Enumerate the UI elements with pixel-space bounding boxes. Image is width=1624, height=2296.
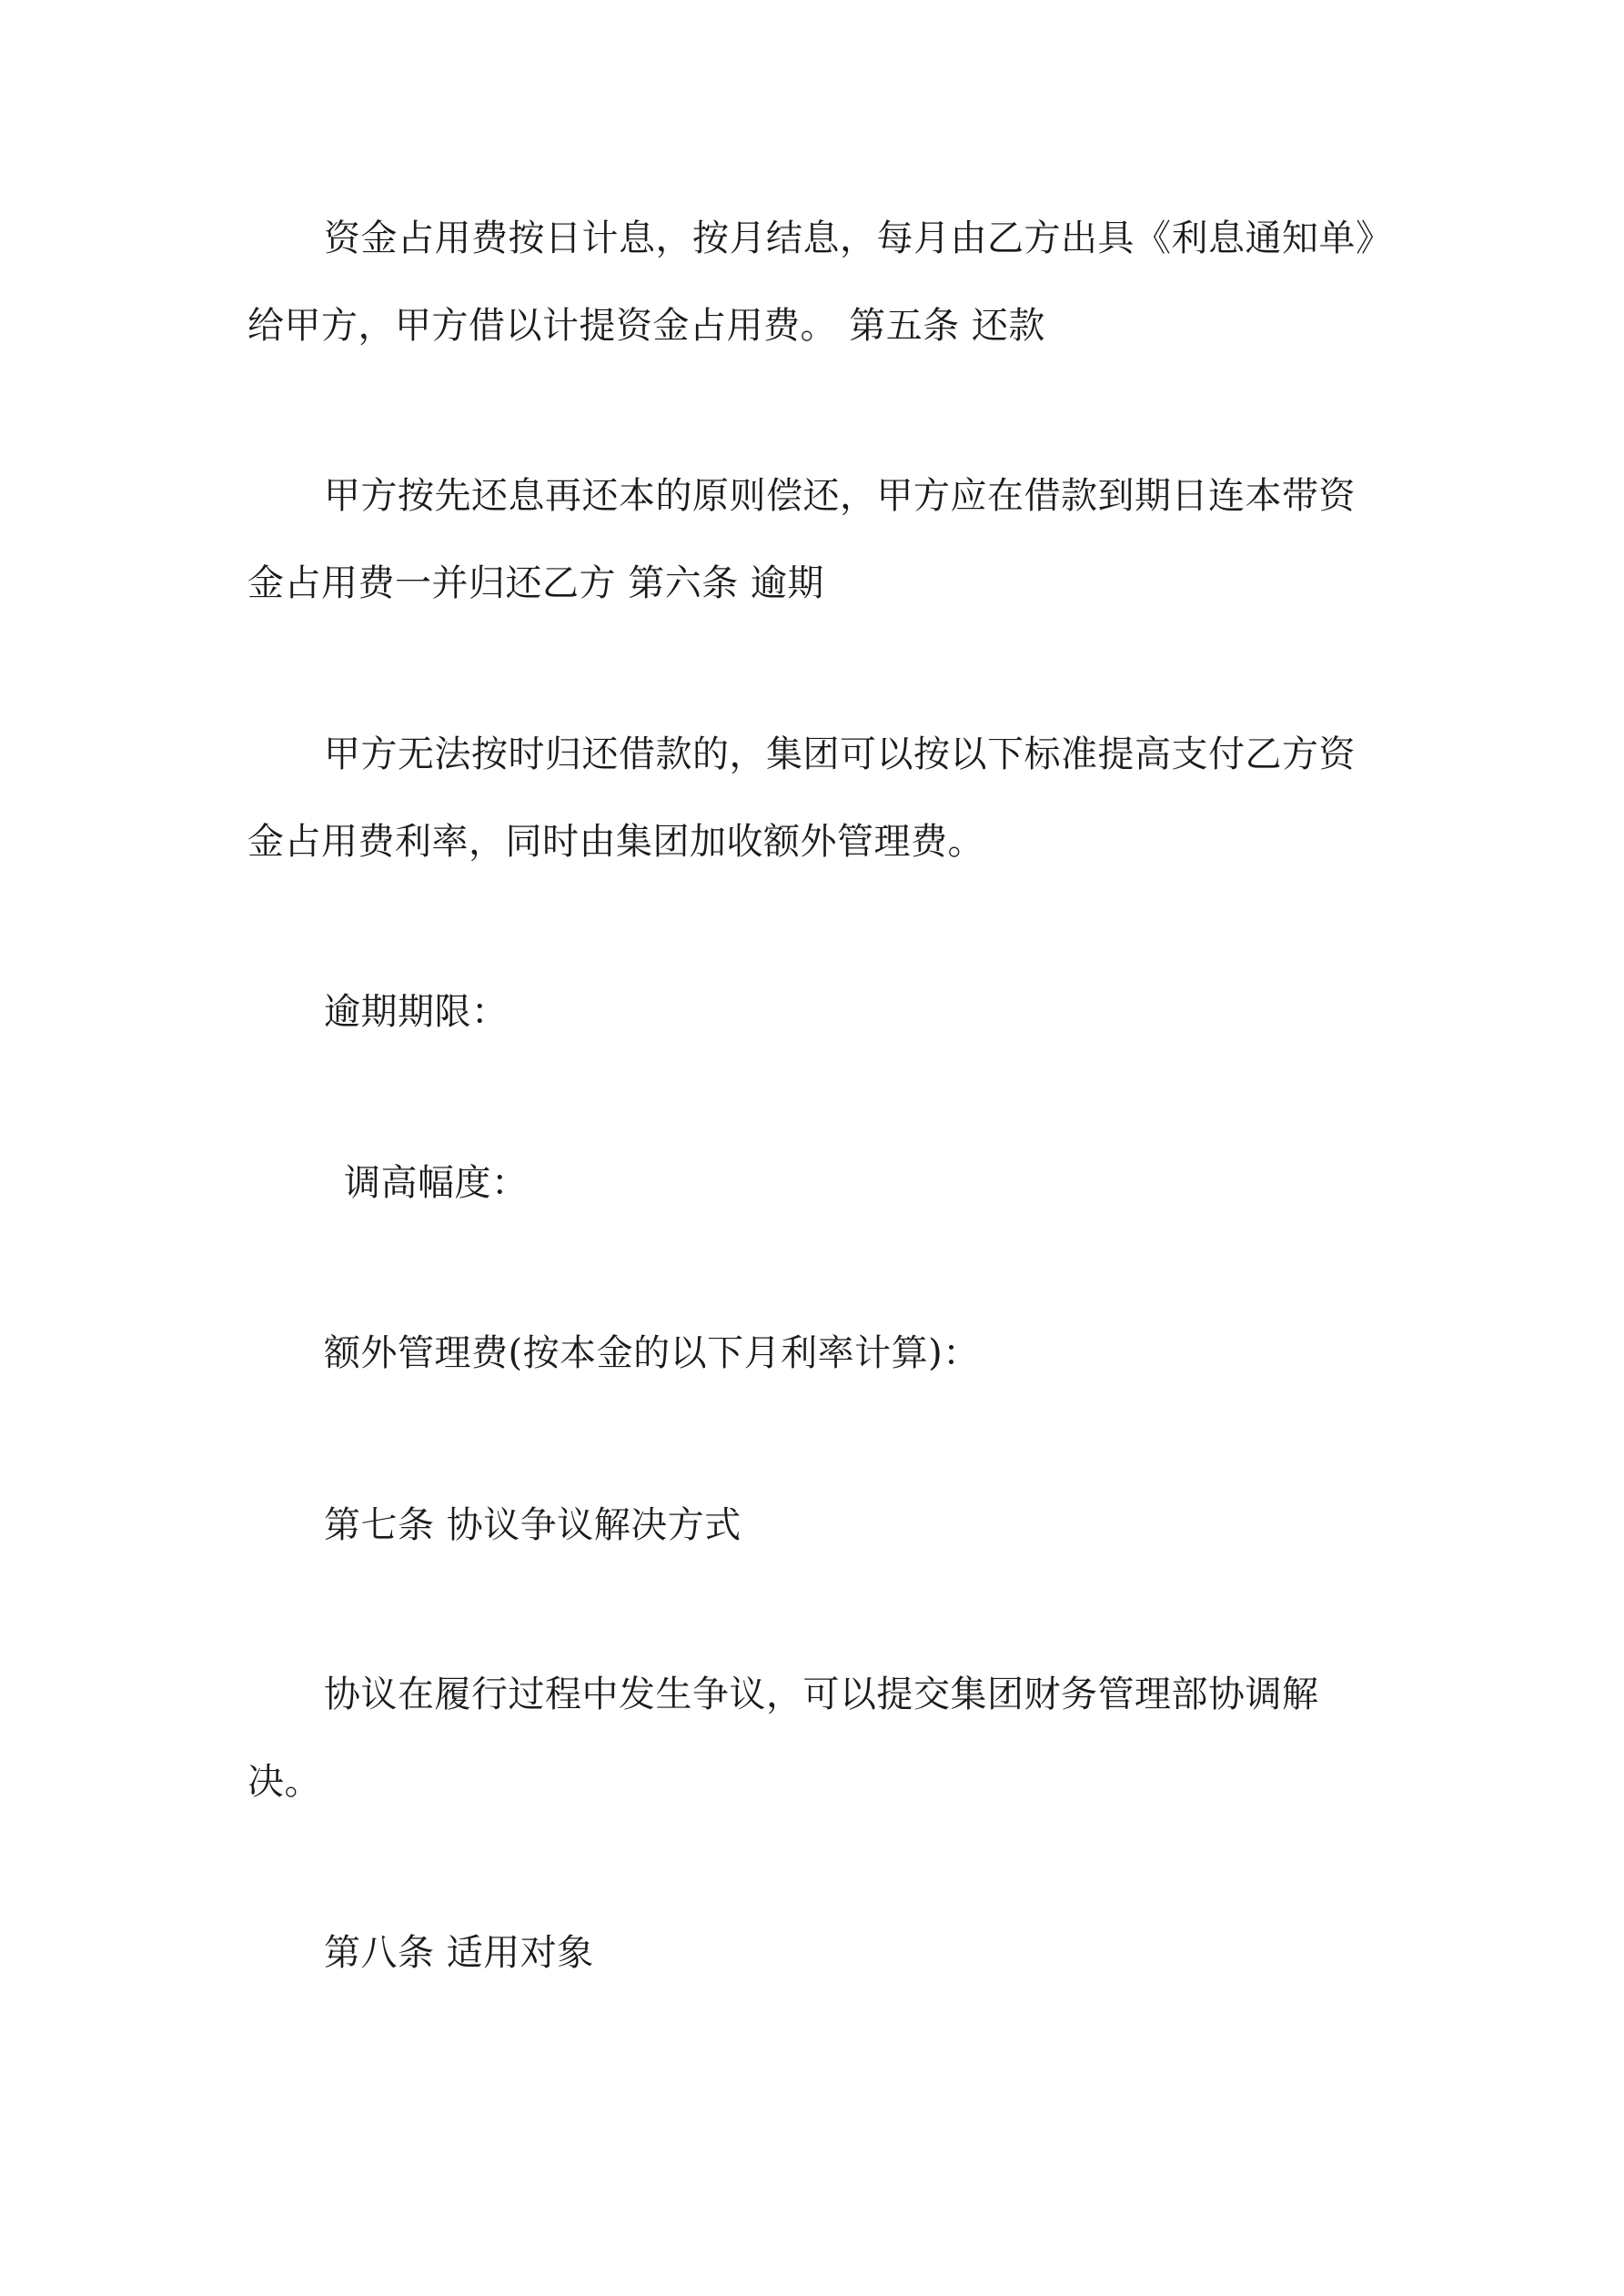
overdue-period-label: 逾期期限： [324, 991, 509, 1033]
paragraph-1-line-2: 给甲方，甲方借以计提资金占用费。 第五条 还款 [247, 305, 1045, 347]
paragraph-1-line-1: 资金占用费按日计息，按月结息，每月由乙方出具《利息通知单》 [324, 217, 1393, 259]
paragraph-7-line-1: 协议在履行过程中发生争议，可以提交集团财务管理部协调解 [324, 1674, 1319, 1715]
article-7-heading: 第七条 协议争议解决方式 [324, 1504, 741, 1546]
paragraph-2-line-1: 甲方按先还息再还本的原则偿还，甲方应在借款到期日连本带资 [324, 475, 1356, 517]
paragraph-3-line-2: 金占用费利率，同时由集团加收额外管理费。 [247, 821, 984, 863]
paragraph-3-line-1: 甲方无法按时归还借款的，集团可以按以下标准提高支付乙方资 [324, 733, 1356, 775]
extra-fee-label: 额外管理费(按本金的以下月利率计算)： [324, 1332, 980, 1374]
article-8-heading: 第八条 适用对象 [324, 1932, 594, 1974]
rate-increase-label: 调高幅度： [344, 1162, 529, 1204]
paragraph-2-line-2: 金占用费一并归还乙方 第六条 逾期 [247, 562, 824, 604]
paragraph-7-line-2: 决。 [247, 1761, 321, 1803]
